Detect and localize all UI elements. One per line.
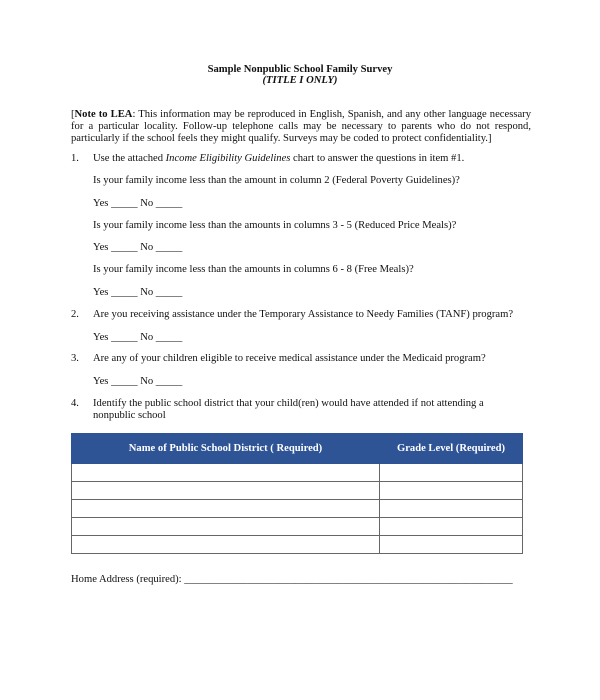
yes-no-field[interactable]: Yes _____ No _____ bbox=[93, 198, 183, 209]
home-address-field[interactable] bbox=[71, 574, 513, 586]
grade-cell[interactable] bbox=[380, 500, 523, 518]
home-address-blank[interactable]: ______________________________________________________________ bbox=[184, 574, 513, 585]
note-text: : This information may be reproduced in English, Spanish, and any other language necessary for a particular locality. Follow-up telephone calls may be necessary to parents who do not respond, particularly if the school feels they might qualify. Surveys may be coded to protect confidentiality.] bbox=[71, 109, 531, 144]
table-row bbox=[72, 464, 523, 482]
item-1-post: chart to answer the questions in item #1. bbox=[290, 153, 465, 164]
item-number: 3. bbox=[71, 353, 79, 364]
question-free-meals: Is your family income less than the amounts in columns 6 - 8 (Free Meals)? bbox=[93, 264, 414, 275]
table-row bbox=[72, 500, 523, 518]
item-2-text: Are you receiving assistance under the Temporary Assistance to Needy Families (TANF) program? bbox=[93, 309, 514, 320]
table-row bbox=[72, 482, 523, 500]
yes-no-field[interactable]: Yes _____ No _____ bbox=[93, 376, 183, 387]
table-row bbox=[72, 536, 523, 554]
grade-cell[interactable] bbox=[380, 482, 523, 500]
district-cell[interactable] bbox=[72, 482, 380, 500]
district-cell[interactable] bbox=[72, 518, 380, 536]
grade-cell[interactable] bbox=[380, 464, 523, 482]
item-4-text-line1: Identify the public school district that your child(ren) would have attended if not attending a bbox=[93, 398, 484, 409]
item-1-emphasis: Income Eligibility Guidelines bbox=[165, 153, 291, 164]
yes-no-field[interactable]: Yes _____ No _____ bbox=[93, 242, 183, 253]
yes-no-field[interactable]: Yes _____ No _____ bbox=[93, 332, 183, 343]
note-bracket: [ bbox=[71, 109, 75, 120]
district-cell[interactable] bbox=[72, 536, 380, 554]
question-federal-poverty: Is your family income less than the amount in column 2 (Federal Poverty Guidelines)? bbox=[93, 175, 460, 186]
item-number: 1. bbox=[71, 153, 79, 164]
item-1-text bbox=[93, 153, 464, 165]
document-subtitle: (TITLE I ONLY) bbox=[262, 75, 338, 86]
note-to-lea bbox=[71, 109, 531, 145]
item-1-pre: Use the attached bbox=[93, 153, 166, 164]
document-title: Sample Nonpublic School Family Survey bbox=[207, 64, 393, 75]
header-grade: Grade Level (Required) bbox=[380, 434, 523, 464]
table-row bbox=[72, 518, 523, 536]
item-4-text-line2: nonpublic school bbox=[93, 410, 166, 421]
question-reduced-price: Is your family income less than the amounts in columns 3 - 5 (Reduced Price Meals)? bbox=[93, 220, 457, 231]
district-cell[interactable] bbox=[72, 464, 380, 482]
header-district: Name of Public School District ( Required) bbox=[72, 434, 380, 464]
grade-cell[interactable] bbox=[380, 536, 523, 554]
item-3-text: Are any of your children eligible to receive medical assistance under the Medicaid program? bbox=[93, 353, 486, 364]
item-number: 4. bbox=[71, 398, 79, 409]
home-address-label: Home Address (required): bbox=[71, 574, 182, 585]
school-district-table bbox=[71, 433, 523, 554]
yes-no-field[interactable]: Yes _____ No _____ bbox=[93, 287, 183, 298]
grade-cell[interactable] bbox=[380, 518, 523, 536]
district-cell[interactable] bbox=[72, 500, 380, 518]
item-number: 2. bbox=[71, 309, 79, 320]
note-label: Note to LEA bbox=[74, 109, 133, 120]
